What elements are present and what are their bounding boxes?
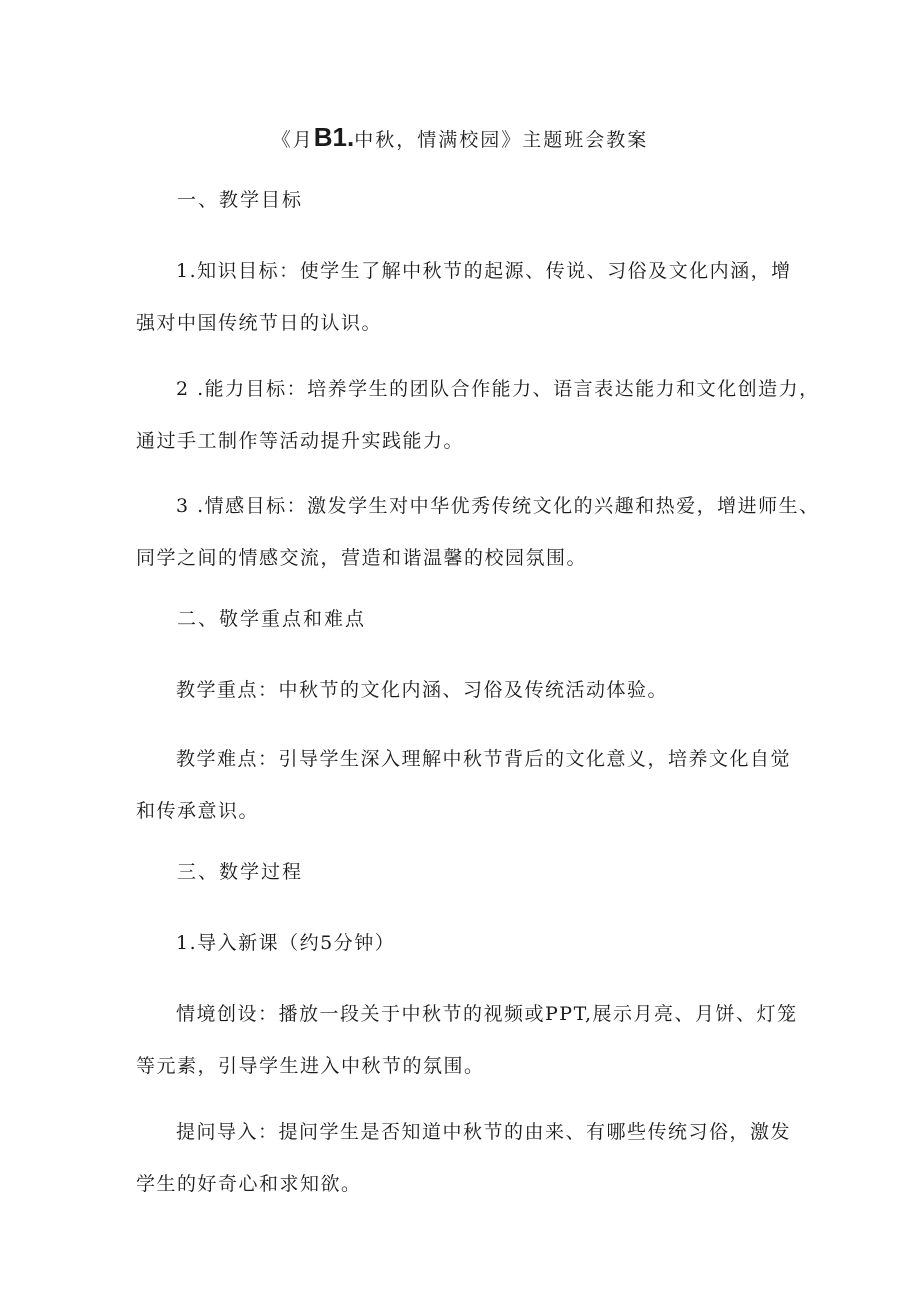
paragraph-line: 强对中国传统节日的认识。 <box>136 312 383 334</box>
paragraph-line: 1.知识目标：使学生了解中秋节的起源、传说、习俗及文化内涵，增 <box>176 260 792 282</box>
paragraph-line: 情境创设：播放一段关于中秋节的视频或PPT,展示月亮、月饼、灯笼 <box>176 1003 798 1025</box>
paragraph-line: 通过手工制作等活动提升实践能力。 <box>136 430 465 452</box>
paragraph-knowledge-goal <box>136 245 796 349</box>
paragraph-line: 1.导入新课（约5分钟） <box>176 932 396 954</box>
paragraph-line: 和传承意识。 <box>136 800 260 822</box>
paragraph-line: 同学之间的情感交流，营造和谐温馨的校园氛围。 <box>136 547 588 569</box>
paragraph-question-intro <box>136 1106 796 1210</box>
paragraph-intro-subheading <box>136 917 796 969</box>
paragraph-line: 2 .能力目标：培养学生的团队合作能力、语言表达能力和文化创造力， <box>176 378 820 400</box>
paragraph-difficulty <box>136 733 796 837</box>
paragraph-line: 学生的好奇心和求知欲。 <box>136 1173 362 1195</box>
paragraph-emotion-goal <box>136 480 820 584</box>
paragraph-line: 3 .情感目标：激发学生对中华优秀传统文化的兴趣和热爱，增进师生、 <box>176 495 820 517</box>
title-big-text: B1. <box>313 122 355 152</box>
paragraph-scenario <box>136 988 796 1092</box>
paragraph-line: 提问导入：提问学生是否知道中秋节的由来、有哪些传统习俗，激发 <box>176 1121 792 1143</box>
section-heading-process: 三、数学过程 <box>177 861 304 883</box>
paragraph-ability-goal <box>136 363 820 467</box>
paragraph-key-point <box>136 664 796 716</box>
title-suffix: 中秋，情满校园》主题班会教案 <box>354 129 649 151</box>
paragraph-line: 等元素，引导学生进入中秋节的氛围。 <box>136 1055 485 1077</box>
paragraph-line: 教学重点：中秋节的文化内涵、习俗及传统活动体验。 <box>176 679 669 701</box>
paragraph-line: 教学难点：引导学生深入理解中秋节背后的文化意义，培养文化自觉 <box>176 748 792 770</box>
title-prefix: 《月 <box>271 129 314 151</box>
section-heading-key-points: 二、敬学重点和难点 <box>177 608 367 630</box>
section-heading-objectives: 一、教学目标 <box>177 189 304 211</box>
document-title <box>0 117 920 160</box>
